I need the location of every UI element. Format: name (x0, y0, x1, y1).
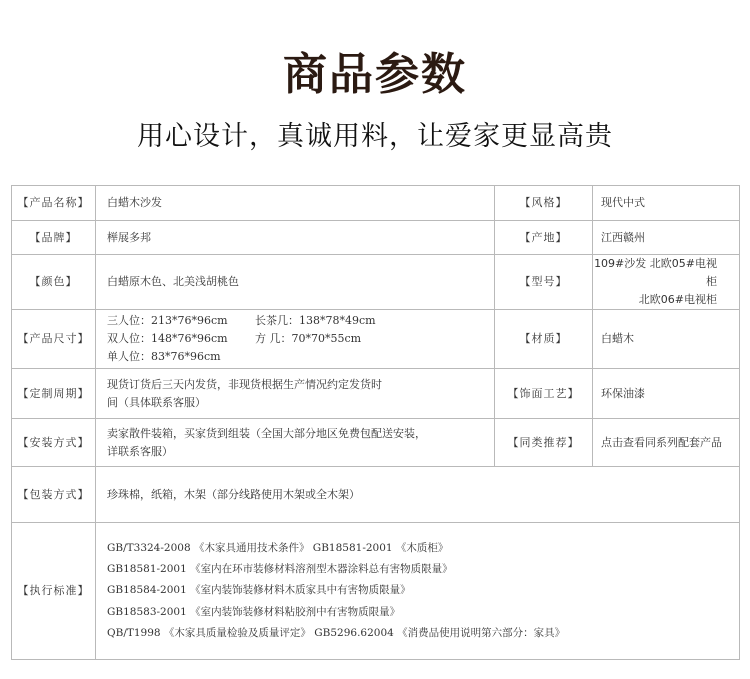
value-finish-craft: 环保油漆 (593, 369, 740, 419)
standard-line: QB/T1998 《木家具质量检验及质量评定》 GB5296.62004 《消费品使用说明第六部分：家具》 (107, 626, 566, 639)
label-size: 【产品尺寸】 (12, 310, 96, 369)
standard-line: GB18583-2001 《室内装饰装修材料粘胶剂中有害物质限量》 (107, 605, 401, 618)
value-custom-cycle (96, 369, 495, 419)
value-install (96, 419, 495, 467)
install-line-1: 卖家散件装箱，买家货到组装（全国大部分地区免费包配送安装， (107, 426, 426, 440)
size-square-table: 方 几：70*70*55cm (255, 332, 362, 345)
value-size (96, 310, 495, 369)
label-material: 【材质】 (495, 310, 593, 369)
standard-line: GB18584-2001 《室内装饰装修材料木质家具中有害物质限量》 (107, 584, 411, 597)
label-product-name: 【产品名称】 (12, 186, 96, 221)
label-color: 【颜色】 (12, 255, 96, 310)
table-row (12, 255, 740, 310)
page-subtitle: 用心设计，真诚用料，让爱家更显高贵 (137, 121, 613, 152)
table-row (12, 310, 740, 369)
model-line-1: 109#沙发 北欧05#电视柜 (594, 257, 717, 288)
size-double-seat: 双人位：148*76*96cm (107, 332, 228, 345)
spec-table (11, 185, 740, 660)
model-line-2: 北欧06#电视柜 (638, 293, 717, 306)
label-recommend: 【同类推荐】 (495, 419, 593, 467)
size-single-seat: 单人位：83*76*96cm (107, 350, 221, 363)
table-row (12, 221, 740, 255)
label-custom-cycle: 【定制周期】 (12, 369, 96, 419)
table-row (12, 419, 740, 467)
size-tea-table: 长茶几：138*78*49cm (255, 314, 376, 327)
value-origin: 江西赣州 (593, 221, 740, 255)
label-origin: 【产地】 (495, 221, 593, 255)
value-recommend-link[interactable]: 点击查看同系列配套产品 (593, 419, 740, 467)
value-material: 白蜡木 (593, 310, 740, 369)
label-packing: 【包装方式】 (12, 467, 96, 523)
table-row (12, 523, 740, 660)
cycle-line-2: 间（具体联系客服） (107, 395, 206, 409)
value-standard (96, 523, 740, 660)
label-brand: 【品牌】 (12, 221, 96, 255)
label-model: 【型号】 (495, 255, 593, 310)
page-title: 商品参数 (283, 49, 467, 100)
value-style: 现代中式 (593, 186, 740, 221)
table-row (12, 467, 740, 523)
value-color: 白蜡原木色、北美浅胡桃色 (96, 255, 495, 310)
table-row (12, 369, 740, 419)
value-model (593, 255, 740, 310)
install-line-2: 详联系客服） (107, 444, 173, 458)
table-row (12, 186, 740, 221)
label-install: 【安装方式】 (12, 419, 96, 467)
standard-line: GB/T3324-2008 《木家具通用技术条件》 GB18581-2001 《木质柜》 (107, 541, 449, 554)
value-brand: 榉展多邦 (96, 221, 495, 255)
label-standard: 【执行标准】 (12, 523, 96, 660)
label-finish-craft: 【饰面工艺】 (495, 369, 593, 419)
cycle-line-1: 现货订货后三天内发货，非现货根据生产情况约定发货时 (107, 377, 382, 391)
label-style: 【风格】 (495, 186, 593, 221)
size-three-seat: 三人位：213*76*96cm (107, 314, 228, 327)
value-packing: 珍珠棉，纸箱，木架（部分线路使用木架或全木架） (96, 467, 740, 523)
standard-line: GB18581-2001 《室内在环市装修材料溶剂型木器涂料总有害物质限量》 (107, 563, 453, 576)
value-product-name: 白蜡木沙发 (96, 186, 495, 221)
